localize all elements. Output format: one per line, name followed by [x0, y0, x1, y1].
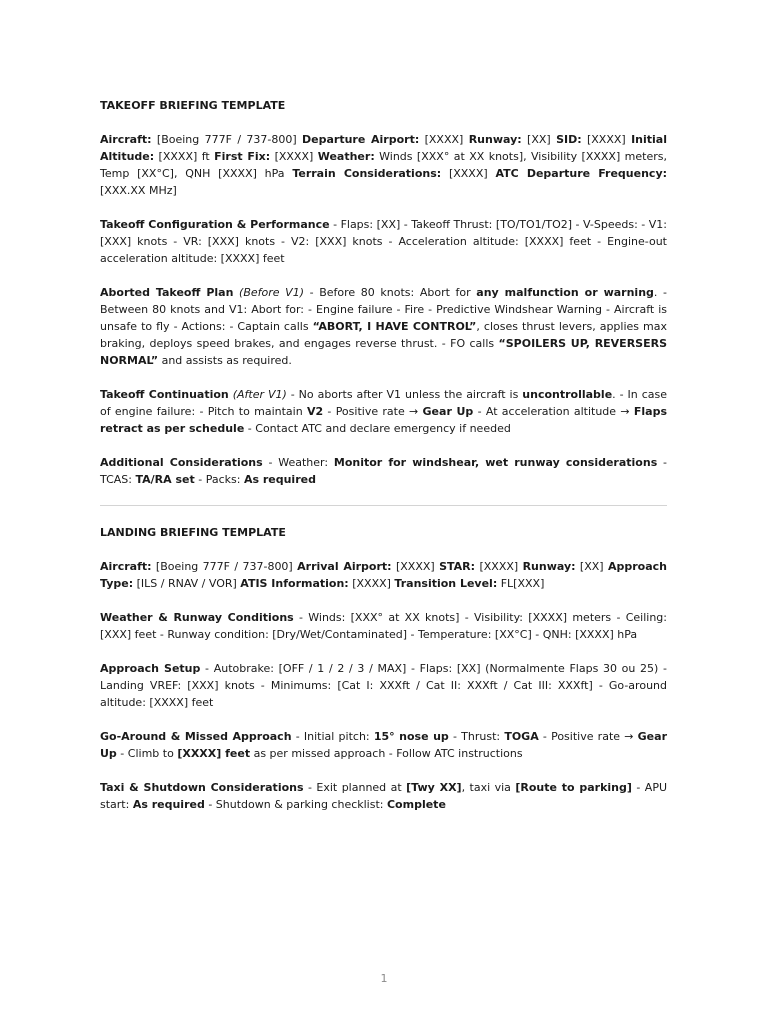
- landing-briefing-title: LANDING BRIEFING TEMPLATE: [100, 526, 286, 539]
- bold-text: First Fix:: [214, 150, 271, 163]
- body-text: [XXXX]: [419, 133, 469, 146]
- italic-text: (Before V1): [239, 286, 304, 299]
- body-text: - Initial pitch:: [291, 730, 374, 743]
- landing-aircraft-paragraph: [100, 558, 667, 592]
- bold-text: Aircraft:: [100, 560, 152, 573]
- bold-text: [Route to parking]: [515, 781, 632, 794]
- body-text: - Thrust:: [448, 730, 505, 743]
- body-text: [Boeing 777F / 737-800]: [151, 133, 303, 146]
- body-text: . - In case of engine failure: - Pitch to maintain: [100, 388, 668, 418]
- weather-runway-paragraph: [100, 609, 667, 643]
- body-text: - Positive rate →: [538, 730, 638, 743]
- bold-text: Additional Considerations: [100, 456, 263, 469]
- bold-text: Taxi & Shutdown Considerations: [100, 781, 304, 794]
- body-text: , taxi via: [461, 781, 516, 794]
- bold-text: ATIS Information:: [240, 577, 349, 590]
- bold-text: Approach Setup: [100, 662, 201, 675]
- body-text: - Weather:: [262, 456, 334, 469]
- bold-text: Aborted Takeoff Plan: [100, 286, 234, 299]
- body-text: - Autobrake: [OFF / 1 / 2 / 3 / MAX] - Flaps: [XX] (Normalmente Flaps 30 ou 25) - Landing VREF: [XXX] knots - Minimums: [Cat I: XXXft / Cat II: XXXft / Cat III: XXXft] - Go-around altitude: [XXXX] feet: [100, 662, 667, 709]
- bold-text: Go-Around & Missed Approach: [100, 730, 292, 743]
- bold-text: Aircraft:: [100, 133, 152, 146]
- bold-text: Flaps retract as per schedule: [100, 405, 667, 435]
- landing-briefing-section: [100, 524, 667, 813]
- body-text: - Contact ATC and declare emergency if needed: [244, 422, 511, 435]
- bold-text: ATC Departure Frequency:: [495, 167, 668, 180]
- bold-text: Gear Up: [422, 405, 474, 418]
- body-text: , closes thrust levers, applies max braking, deploys speed brakes, and engages reverse thrust. - FO calls: [100, 320, 667, 350]
- italic-text: (After V1): [232, 388, 287, 401]
- bold-text: any malfunction or warning: [476, 286, 654, 299]
- body-text: - Exit planned at: [303, 781, 407, 794]
- takeoff-aircraft-paragraph: [100, 131, 667, 199]
- bold-text: [Twy XX]: [406, 781, 462, 794]
- body-text: - At acceleration altitude →: [473, 405, 634, 418]
- body-text: [XX]: [575, 560, 608, 573]
- body-text: [XXXX] ft: [154, 150, 215, 163]
- body-text: Winds [XXX° at XX knots], Visibility [XXXX] meters, Temp [XX°C], QNH [XXXX] hPa: [100, 150, 667, 180]
- bold-text: Gear Up: [100, 730, 667, 760]
- takeoff-configuration-paragraph: [100, 216, 667, 267]
- body-text: - Before 80 knots: Abort for: [303, 286, 477, 299]
- body-text: - Flaps: [XX] - Takeoff Thrust: [TO/TO1/TO2] - V-Speeds: - V1: [XXX] knots - VR: [XXX] knots - V2: [XXX] knots - Acceleration altitude: [XXXX] feet - Engine-out acceleration altitude: [XXXX] feet: [100, 218, 667, 265]
- bold-text: Runway:: [468, 133, 522, 146]
- body-text: . - Between 80 knots and V1: Abort for: - Engine failure - Fire - Predictive Windshear Warning - Aircraft is unsafe to fly - Actions: - Captain calls: [100, 286, 667, 333]
- body-text: as per missed approach - Follow ATC instructions: [250, 747, 523, 760]
- bold-text: TOGA: [504, 730, 539, 743]
- bold-text: TA/RA set: [135, 473, 195, 486]
- taxi-shutdown-paragraph: [100, 779, 667, 813]
- bold-text: Weather:: [317, 150, 375, 163]
- bold-text: [XXXX] feet: [177, 747, 251, 760]
- body-text: and assists as required.: [158, 354, 292, 367]
- bold-text: Terrain Considerations:: [292, 167, 442, 180]
- body-text: [Boeing 777F / 737-800]: [151, 560, 298, 573]
- additional-considerations-paragraph: [100, 454, 667, 488]
- document-body: [100, 97, 667, 830]
- aborted-takeoff-paragraph: [100, 284, 667, 369]
- bold-text: “ABORT, I HAVE CONTROL”: [312, 320, 477, 333]
- bold-text: Takeoff Continuation: [100, 388, 229, 401]
- bold-text: Monitor for windshear, wet runway considerations: [333, 456, 658, 469]
- body-text: [XXX.XX MHz]: [100, 184, 177, 197]
- bold-text: Weather & Runway Conditions: [100, 611, 294, 624]
- bold-text: V2: [306, 405, 324, 418]
- bold-text: Initial Altitude:: [100, 133, 667, 163]
- body-text: [ILS / RNAV / VOR]: [133, 577, 241, 590]
- bold-text: Departure Airport:: [302, 133, 420, 146]
- body-text: [XXXX]: [391, 560, 440, 573]
- body-text: [XXXX]: [270, 150, 318, 163]
- bold-text: Arrival Airport:: [297, 560, 392, 573]
- bold-text: As required: [132, 798, 205, 811]
- body-text: - Positive rate →: [323, 405, 423, 418]
- section-divider: [100, 505, 667, 506]
- body-text: - No aborts after V1 unless the aircraft is: [286, 388, 523, 401]
- bold-text: Complete: [386, 798, 446, 811]
- takeoff-briefing-title: TAKEOFF BRIEFING TEMPLATE: [100, 99, 286, 112]
- body-text: - APU start:: [100, 781, 668, 811]
- bold-text: Takeoff Configuration & Performance: [100, 218, 330, 231]
- bold-text: STAR:: [439, 560, 476, 573]
- body-text: - Shutdown & parking checklist:: [204, 798, 387, 811]
- approach-setup-paragraph: [100, 660, 667, 711]
- bold-text: Runway:: [522, 560, 576, 573]
- bold-text: Approach Type:: [100, 560, 668, 590]
- bold-text: uncontrollable: [522, 388, 613, 401]
- go-around-paragraph: [100, 728, 667, 762]
- body-text: [XXXX]: [348, 577, 395, 590]
- page-number: 1: [380, 972, 388, 985]
- body-text: - TCAS:: [100, 456, 668, 486]
- takeoff-continuation-paragraph: [100, 386, 667, 437]
- body-text: FL[XXX]: [497, 577, 545, 590]
- body-text: [XXXX]: [441, 167, 496, 180]
- bold-text: As required: [243, 473, 316, 486]
- body-text: [XXXX]: [581, 133, 632, 146]
- body-text: [XX]: [521, 133, 557, 146]
- bold-text: “SPOILERS UP, REVERSERS NORMAL”: [100, 337, 667, 367]
- bold-text: 15° nose up: [373, 730, 449, 743]
- bold-text: Transition Level:: [394, 577, 498, 590]
- takeoff-briefing-section: [100, 97, 667, 488]
- bold-text: SID:: [556, 133, 582, 146]
- body-text: - Winds: [XXX° at XX knots] - Visibility: [XXXX] meters - Ceiling: [XXX] feet - Runway condition: [Dry/Wet/Contaminated] - Temperature: [XX°C] - QNH: [XXXX] hPa: [100, 611, 667, 641]
- body-text: [XXXX]: [475, 560, 523, 573]
- body-text: - Climb to: [116, 747, 178, 760]
- body-text: - Packs:: [194, 473, 244, 486]
